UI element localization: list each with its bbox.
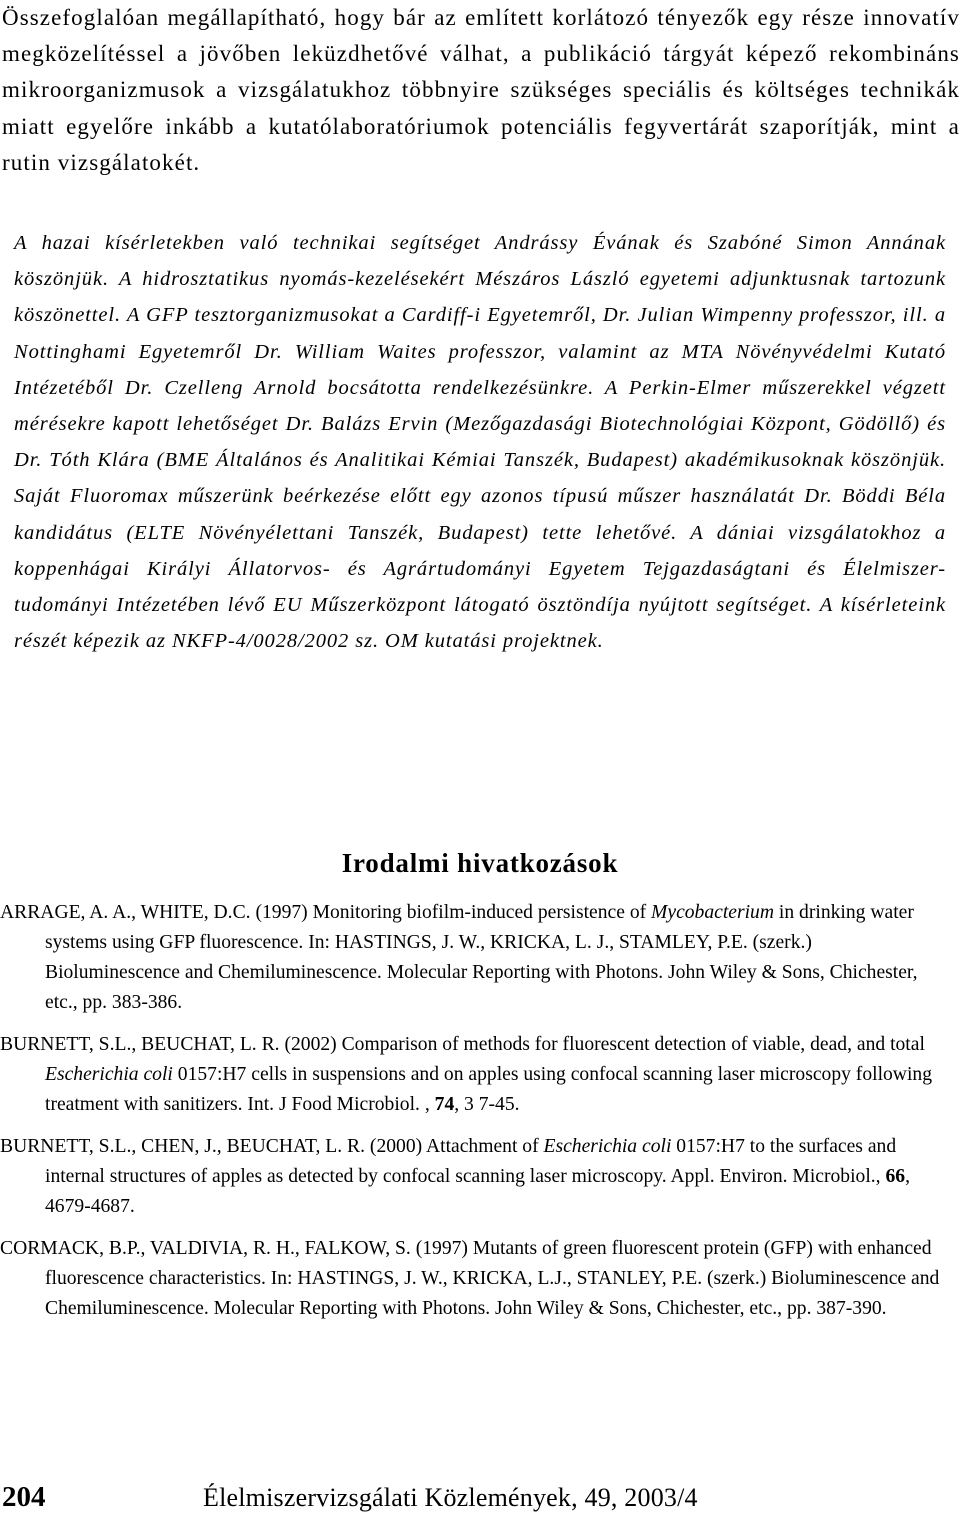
volume-number: 74 [434,1094,455,1115]
acknowledgement-paragraph: A hazai kísérletekben való technikai segítséget Andrássy Évának és Szabóné Simon Annának köszönjük. A hidrosztatikus nyomás-kezelésekért Mészáros László egyetemi adjunktusnak tartozunk köszönettel. A GFP tesztorganizmusokat a Cardiff-i Egyetemről, Dr. Julian Wimpenny professzor, ill. a Nottinghami Egyetemről Dr. William Waites professzor, valamint az MTA Növényvédelmi Kutató Intézetéből Dr. Czelleng Arnold bocsátotta rendelkezésünkre. A Perkin-Elmer műszerekkel végzett mérésekre kapott lehetőséget Dr. Balázs Ervin (Mezőgazdasági Biotechnológiai Központ, Gödöllő) és Dr. Tóth Klára (BME Általános és Analitikai Kémiai Tanszék, Budapest) akadémikusoknak köszönjük. Saját Fluoromax műszerünk beérkezése előtt egy azonos típusú műszer használatát Dr. Böddi Béla kandidátus (ELTE Növényélettani Tanszék, Budapest) tette lehetővé. A dániai vizsgálatokhoz a koppenhágai Királyi Állatorvos- és Agrártudományi Egyetem Tejgazdaságtani és Élelmiszer-tudományi Intézetében lévő EU Műszerközpont látogató ösztöndíja nyújtott segítséget. A kísérleteink részét képezik az NKFP-4/0028/2002 sz. OM kutatási projektnek. [14,232,946,653]
species-name: Escherichia coli [45,1064,173,1085]
reference-text: in drinking water systems using GFP fluorescence. In: HASTINGS, J. W., KRICKA, L. J., STAMLEY, P.E. (szerk.) Bioluminescence and Chemiluminescence. Molecular Reporting with Photons. John Wiley & Sons, Chichester, etc., pp. 383-386. [45,902,918,1013]
page-number: 204 [2,1481,46,1513]
reference-text: , 4679-4687. [45,1166,910,1217]
page-footer [0,1473,960,1523]
volume-number: 66 [885,1166,906,1187]
reference-text: BURNETT, S.L., BEUCHAT, L. R. (2002) Comparison of methods for fluorescent detection of viable, dead, and total [0,1034,925,1055]
species-name: Escherichia coli [543,1136,672,1157]
reference-text: , 3 7-45. [454,1094,520,1115]
references-heading: Irodalmi hivatkozások [341,848,619,878]
reference-item [0,898,950,1018]
journal-title: Élelmiszervizsgálati Közlemények, 49, 2003/4 [203,1483,698,1512]
species-name: Mycobacterium [651,902,775,923]
reference-text: ARRAGE, A. A., WHITE, D.C. (1997) Monitoring biofilm-induced persistence of [0,902,652,923]
reference-text: 0157:H7 cells in suspensions and on apples using confocal scanning laser microscopy following treatment with sanitizers. Int. J Food Microbiol. , [45,1064,932,1115]
reference-item [0,1030,950,1120]
summary-paragraph: Összefoglalóan megállapítható, hogy bár az említett korlátozó tényezők egy része innovatív megközelítéssel a jövőben leküzdhetővé válhat, a publikáció tárgyát képező rekombináns mikroorganizmusok a vizsgálatukhoz többnyire szükséges speciális és költséges technikák miatt egyelőre inkább a kutatólaboratóriumok potenciális fegyvertárát szaporítják, mint a rutin vizsgálatokét. [2,5,960,175]
reference-text: 0157:H7 to the surfaces and internal structures of apples as detected by confocal scanning laser microscopy. Appl. Environ. Microbiol., [45,1136,897,1187]
reference-text: CORMACK, B.P., VALDIVIA, R. H., FALKOW, S. (1997) Mutants of green fluorescent protein (GFP) with enhanced fluorescence characteristics. In: HASTINGS, J. W., KRICKA, L.J., STANLEY, P.E. (szerk.) Bioluminescence and Chemiluminescence. Molecular Reporting with Photons. John Wiley & Sons, Chichester, etc., pp. 387-390. [0,1238,940,1319]
reference-item [0,1132,950,1222]
reference-text: BURNETT, S.L., CHEN, J., BEUCHAT, L. R. (2000) Attachment of [0,1136,544,1157]
reference-list [0,898,960,1336]
reference-item [0,1234,950,1324]
